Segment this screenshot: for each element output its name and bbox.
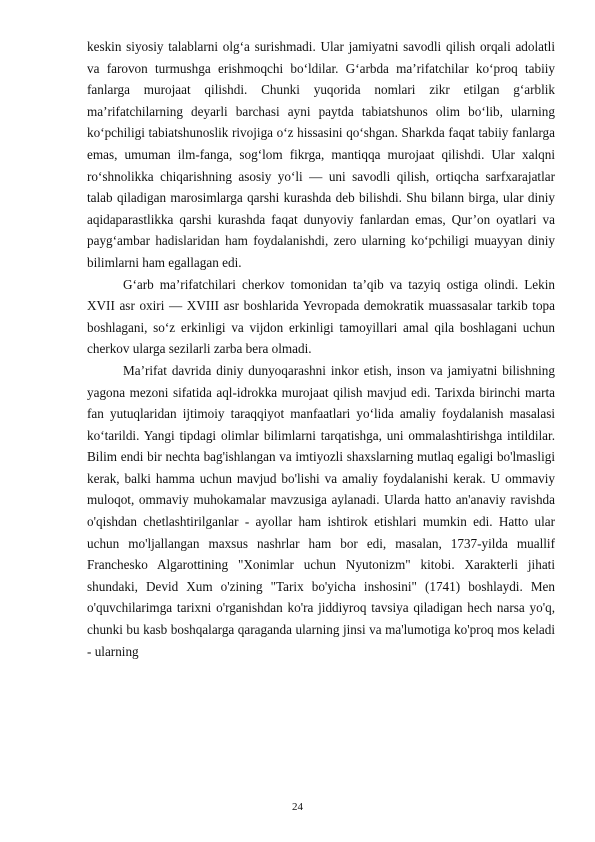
paragraph-1: keskin siyosiy talablarni olg‘a surishmadi. Ular jamiyatni savodli qilish orqali adolatli va farovon turmushga erishmoqchi bo‘ldilar. G‘arbda ma’rifatchilar ko‘proq tabiiy fanlarga murojaat qilishdi. Chunki yuqorida nomlari zikr etilgan g‘arblik ma’rifatchilarning deyarli barchasi ayni paytda tabiatshunos olim bo‘lib, ularning ko‘pchiligi tabiatshunoslik rivojiga o‘z hissasini qo‘shgan. Sharkda faqat tabiiy fanlarga emas, umuman ilm-fanga, sog‘lom fikrga, mantiqqa murojaat qilishdi. Ular xalqni ro‘shnolikka chiqarishning asosiy yo‘li — uni savodli qilish, ortiqcha sarfxarajatlar talab qiladigan marosimlarga qarshi kurashda deb bilishdi. Shu bilann birga, ular diniy aqidaparastlikka qarshi kurashda faqat dunyoviy fanlardan emas, Qur’on oyatlari va payg‘ambar hadislaridan ham foydalanishdi, zero ularning ko‘pchiligi muayyan diniy bilimlarni ham egallagan edi. (87, 39, 555, 270)
paragraph-2: G‘arb ma’rifatchilari cherkov tomonidan ta’qib va tazyiq ostiga olindi. Lekin XVII asr oxiri — XVIII asr boshlarida Yevropada demokratik muassasalar tarkib topa boshlagani, so‘z erkinligi va vijdon erkinligi tamoyillari amal qila boshlagani uchun cherkov ularga sezilarli zarba bera olmadi. (87, 276, 555, 357)
paragraph-3: Ma’rifat davrida diniy dunyoqarashni inkor etish, inson va jamiyatni bilishning yagona mezoni sifatida aql-idrokka murojaat qilish mavjud edi. Tarixda birinchi marta fan yutuqlaridan ijtimoiy taraqqiyot manfaatlari yo‘lida amaliy foydalanish masalasi ko‘tarildi. Yangi tipdagi olimlar bilimlarni tarqatishga, uni ommalashtirishga intildilar. Bilim endi bir nechta bag'ishlangan va imtiyozli shaxslarning mutlaq egaligi bo'lmasligi kerak, balki hamma uchun mavjud bo'lishi va amaliy foydalanishi kerak. U ommaviy muloqot, ommaviy muhokamalar mavzusiga aylanadi. Ularda hatto an'anaviy ravishda o'qishdan chetlashtirilganlar - ayollar ham ishtirok etishlari mumkin edi. Hatto ular uchun mo'ljallangan maxsus nashrlar ham bor edi, masalan, 1737-yilda muallif Franchesko Algarottining "Xonimlar uchun Nyutonizm" kitobi. Xarakterli jihati shundaki, Devid Xum o'zining "Tarix bo'yicha inshosini" (1741) boshlaydi. Men o'quvchilarimga tarixni o'rganishdan ko'ra jiddiyroq tavsiya qiladigan hech narsa yo'q, chunki bu kasb boshqalarga qaraganda ularning jinsi va ma'lumotiga ko'proq mos keladi - ularning (87, 362, 555, 659)
page-number: 24 (292, 801, 303, 813)
page-body (87, 36, 555, 662)
